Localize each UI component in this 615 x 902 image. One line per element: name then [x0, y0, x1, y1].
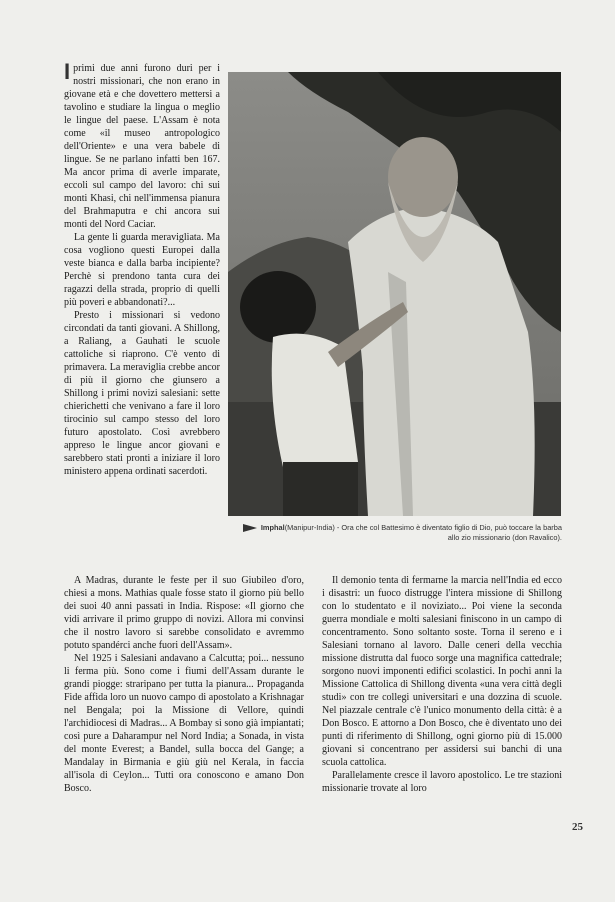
article-column-narrow: [64, 59, 220, 478]
paragraph: [64, 59, 220, 231]
caption-location: Imphal: [260, 523, 285, 532]
photo-illustration: [228, 72, 561, 516]
paragraph: A Madras, durante le feste per il suo Giubileo d'oro, chiesi a mons. Mathias quale fosse stato il giorno più bello dei suoi 40 anni passati in India. Rispose: «Il giorno che vidi arrivare il primo gruppo di novizi. Allora mi convinsi che il nostro lavoro si sarebbe consolidato e avremmo potuto spandérci anche fuori dell'Assam».: [64, 575, 304, 651]
paragraph: La gente li guarda meravigliata. Ma cosa vogliono questi Europei dalla veste bianca e dalla barba incipiente? Perchè si prendono tanta cura dei ragazzi della strada, proprio di quelli più poveri e abbandonati?...: [64, 232, 220, 308]
drop-cap: I: [64, 59, 71, 84]
page-number: 25: [572, 821, 583, 833]
photo-missionary-with-child: [228, 72, 561, 516]
paragraph: Nel 1925 i Salesiani andavano a Calcutta; poi... nessuno li ferma più. Sono come i fiumi dell'Assam durante le grandi piogge: straripano per tutta la pianura... Propaganda Fide affida loro un nuovo campo di apostolato a Krishnagar nel Bengala; poi la Missione di Vellore, quindi l'archidiocesi di Madras... A Bombay si sono già impiantati; così pure a Daharampur nel Nord India; a Sonada, in vista del monte Everest; a Bandel, sulla bocca del Gange; a Mandalay in Birmania e giù giù nel Kerala, in faccia all'isola di Ceylon... Tutti ora conoscono e amano Don Bosco.: [64, 653, 304, 794]
paragraph: Il demonio tenta di fermarne la marcia nell'India ed ecco i disastri: un fuoco distrugge l'intera missione di Shillong con lo studentato e il noviziato... Poi viene la seconda guerra mondiale e molti salesiani finiscono in un campo di concentramento. Sono soltanto soste. Torna il sereno e i Salesiani tornano al lavoro. Dalle ceneri della vecchia missione distrutta dal fuoco sorge una magnifica cattedrale; sorgono nuovi imponenti edifici scolastici. In pochi anni la Missione Cattolica di Shillong diventa «una vera città degli studi» con tre collegi universitari e una dozzina di scuole. Nel piazzale centrale c'è l'unico monumento della città: è a Don Bosco. E attorno a Don Bosco, che è diventato uno dei punti di riferimento di Shillong, ogni giorno più di 15.000 giovani si concentrano per assidersi sui banchi di una scuola cattolica.: [322, 575, 562, 768]
photo-caption: [232, 523, 562, 543]
article-column-left: [64, 574, 304, 795]
caption-text: - Ora che col Battesimo è diventato figlio di Dio, può toccare la barba allo zio missionario (don Ravalico).: [334, 523, 562, 542]
article-column-right: [322, 574, 562, 795]
caption-arrow-icon: [243, 524, 257, 532]
paragraph: Parallelamente cresce il lavoro apostolico. Le tre stazioni missionarie trovate al loro: [322, 770, 562, 794]
caption-region: (Manipur-India): [284, 523, 335, 532]
paragraph-text: primi due anni furono duri per i nostri missionari, che non erano in giovane età e che dovettero mettersi a tavolino e studiare la lingua o meglio le lingue del paese. L'Assam è nota come «il museo antropologico dell'Oriente» e una vera babele di lingue. Se ne parlano infatti ben 167. Ma ancor prima di averle imparate, eccoli sul campo del lavoro: chi sui monti Khasi, chi nell'immensa pianura del Brahmaputra e chi ancora sui monti del Nord Caciar.: [64, 63, 220, 230]
paragraph: Presto i missionari si vedono circondati da tanti giovani. A Shillong, a Raliang, a Gauhati le scuole cattoliche si riaprono. C'è vento di primavera. La meraviglia crebbe ancor di più il giorno che giunsero a Shillong i primi novizi salesiani: sette chierichetti che venivano a fare il loro tirocinio sul campo stesso del loro futuro apostolato. Così avrebbero appreso le lingue ancor giovani e sarebbero stati pronti a iniziare il loro ministero appena ordinati sacerdoti.: [64, 310, 220, 477]
